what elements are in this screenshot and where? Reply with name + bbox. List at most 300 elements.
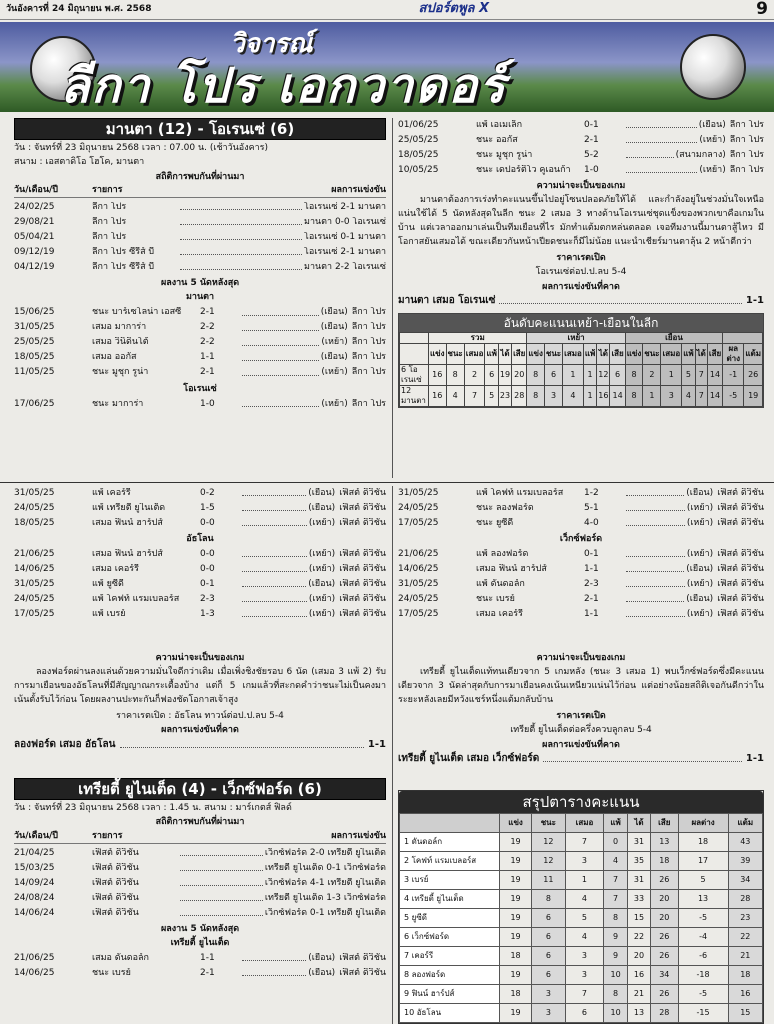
h2h-competition: ลีกา โปร xyxy=(92,216,127,227)
form-entry xyxy=(476,503,764,514)
prediction-text: มานตา เสมอ โอเรนเซ่ xyxy=(398,294,496,306)
carry-team-form xyxy=(14,547,386,622)
form-entry xyxy=(476,120,764,131)
h2h-competition: ลีกา โปร ซีรีส์ บี xyxy=(92,261,155,272)
dot-leader xyxy=(180,232,302,240)
dot-leader xyxy=(242,399,319,407)
standings-cell: 6 xyxy=(532,966,566,985)
banner-title: ลีกา โปร เอกวาดอร์ xyxy=(60,58,507,112)
form-venue: (เหย้า) xyxy=(321,337,348,348)
standings-col: ได้ xyxy=(627,814,650,833)
homeaway-cell: -1 xyxy=(723,365,744,386)
dot-leader xyxy=(242,488,306,496)
form-score: 2-1 xyxy=(584,134,599,145)
dot-leader xyxy=(242,337,319,345)
standings-cell: -4 xyxy=(678,928,728,947)
carry-prediction xyxy=(14,739,386,752)
homeaway-col: แข่ง xyxy=(527,344,545,365)
form-entry xyxy=(476,564,764,575)
form-row xyxy=(14,577,386,592)
form-venue: (เหย้า) xyxy=(308,517,336,528)
form-venue: (เยือน) xyxy=(308,502,336,513)
standings-cell: 6 xyxy=(532,909,566,928)
form-date: 24/05/25 xyxy=(14,594,55,605)
h2h-col-date: วัน/เดือน/ปี xyxy=(14,184,58,195)
homeaway-extra-corner xyxy=(723,333,763,344)
form-competition: เฟิสต์ ดิวิชั่น xyxy=(339,517,386,528)
form-opponent: เสมอ ออกัส xyxy=(92,352,137,363)
homeaway-team: 12 มานตา xyxy=(400,386,429,407)
h2h-competition: ลีกา โปร xyxy=(92,201,127,212)
form-score: 0-0 xyxy=(200,549,215,560)
standings-cell: 13 xyxy=(651,833,679,852)
h2h-col-date: วัน/เดือน/ปี xyxy=(14,830,58,841)
carry-right-odds: เทรียตี้ ยูไนเต็ดต่อครึ่งควบลูกลบ 5-4 xyxy=(510,725,652,736)
h2h-entry xyxy=(92,893,386,904)
standings-cell: 0 xyxy=(604,833,628,852)
dot-leader xyxy=(626,488,684,496)
carry-pred-heading: ผลการแข่งขันที่คาด xyxy=(161,725,239,736)
form-competition: เฟิสต์ ดิวิชั่น xyxy=(339,594,386,605)
match1-odds-heading: ราคาเรตเปิด xyxy=(556,253,606,263)
form-opponent: แพ้ เทรียตี้ ยูไนเต็ด xyxy=(92,502,166,513)
dot-leader xyxy=(626,135,697,143)
form-entry xyxy=(92,503,386,514)
homeaway-cell: 6 xyxy=(485,365,498,386)
form-opponent: ชนะ ยูซีดี xyxy=(476,517,514,528)
form-opponent: แพ้ โคฟท์ แรมเบลอร์ส xyxy=(476,487,564,498)
form-score: 2-3 xyxy=(200,594,215,605)
form-venue: (เยือน) xyxy=(320,352,348,363)
standings-cell: 3 xyxy=(565,966,604,985)
standings-cell: 9 xyxy=(604,928,628,947)
h2h-col-result: ผลการแข่งขัน xyxy=(331,184,386,195)
h2h-row xyxy=(14,906,386,921)
prediction-score: 1-1 xyxy=(745,752,764,764)
form-date: 14/06/25 xyxy=(14,564,55,575)
form-date: 17/05/25 xyxy=(14,609,55,620)
dot-leader xyxy=(626,503,685,511)
form-date: 31/05/25 xyxy=(398,487,439,498)
homeaway-col: เสีย xyxy=(610,344,625,365)
standings-row xyxy=(400,1004,763,1023)
h2h-result: มานตา 0-0 โอเรนเซ่ xyxy=(304,216,386,227)
homeaway-col: เสมอ xyxy=(464,344,485,365)
standings-cell: 10 xyxy=(604,1004,628,1023)
form-row xyxy=(398,607,764,622)
form-date: 21/06/25 xyxy=(14,549,55,560)
standings-corner xyxy=(400,814,500,833)
form-entry xyxy=(476,165,764,176)
form-venue: (เยือน) xyxy=(308,579,336,590)
form-opponent: แพ้ ยูซีดี xyxy=(92,579,124,590)
brand-logo: สปอร์ตพูล X xyxy=(418,1,490,17)
homeaway-col: แพ้ xyxy=(682,344,695,365)
standings-cell: 5 xyxy=(565,909,604,928)
form-row xyxy=(398,486,764,501)
h2h-date: 21/04/25 xyxy=(14,847,55,858)
form-score: 1-1 xyxy=(584,609,599,620)
form-score: 0-0 xyxy=(200,517,215,528)
dot-leader xyxy=(242,609,307,617)
standings-cell: 16 xyxy=(728,985,762,1004)
masthead xyxy=(0,0,774,20)
h2h-result: เทรียตี้ ยูไนเต็ด 0-1 เว็กซ์ฟอร์ด xyxy=(264,862,386,873)
standings-cell: 10 xyxy=(604,966,628,985)
standings-cell: 3 xyxy=(532,1004,566,1023)
standings-cell: 11 xyxy=(532,871,566,890)
form-venue: (เหย้า) xyxy=(686,579,714,590)
form-competition: ลีกา โปร xyxy=(729,164,764,175)
form-row xyxy=(14,607,386,622)
homeaway-cell: 16 xyxy=(429,365,447,386)
section-separator xyxy=(0,482,774,483)
standings-cell: 13 xyxy=(627,1004,650,1023)
form-competition: เฟิสต์ ดิวิชั่น xyxy=(339,549,386,560)
homeaway-cell: 20 xyxy=(512,365,527,386)
h2h-col-comp: รายการ xyxy=(92,830,123,841)
h2h-row xyxy=(14,230,386,245)
standings-cell: 18 xyxy=(500,947,532,966)
match1-teamB-form-part2 xyxy=(398,118,764,178)
homeaway-title: อันดับคะแนนเหย้า-เยือนในลีก xyxy=(399,314,763,332)
form-entry xyxy=(476,609,764,620)
form-opponent: ชนะ เบรย์ xyxy=(476,594,515,605)
h2h-competition: เฟิสต์ ดิวิชั่น xyxy=(92,892,139,903)
form-date: 18/05/25 xyxy=(398,149,439,160)
standings-cell: 19 xyxy=(500,1004,532,1023)
form-venue: (เหย้า) xyxy=(308,594,336,605)
form-entry xyxy=(92,968,386,979)
match2-datetime: วัน : จันทร์ที่ 23 มิถุนายน 2568 เวลา : 1.45 น. สนาม : มาร์เกตส์ ฟิลด์ xyxy=(14,803,292,813)
form-entry xyxy=(92,564,386,575)
homeaway-corner xyxy=(400,333,429,344)
h2h-entry xyxy=(92,247,386,258)
standings-team: 5 ยูซีดี xyxy=(400,909,500,928)
match1-analysis: มานตาต้องการเร่งทำคะแนนขึ้นไปอยู่โซนปลอดภัยให้ได้ และกำลังอยู่ในช่วงมั่นใจเหนือแน่นใช้ได้ 5 นัดหลังสุดในลีก ชนะ 2 เสมอ 3 ทางด้านโอเรนเซ่ชุดแข็งของพวกเขาคือเกมในบ้าน แต่เวลาออกมาเล่นเป็นทีมเยือนที่ไร มักทำแต้มตกหล่นตลอด เจอทีมงานนี้มานตาสู้ไหว มีโอกาสยันเสมอได้ ขณะเดียวกันหน้าเปียดชนะก็มีไม่น้อย แนะนำเชียร์มานตาลุ้น 2 หน้าตีกว่า xyxy=(398,195,764,248)
dot-leader xyxy=(626,150,674,158)
match1-teamB-name: โอเรนเซ่ xyxy=(183,383,217,394)
form-opponent: ชนะ บาร์เซโลน่า เอสซี xyxy=(92,307,182,318)
form-venue: (เหย้า) xyxy=(699,164,726,175)
standings-cell: 18 xyxy=(500,985,532,1004)
standings-cell: -5 xyxy=(678,985,728,1004)
form-date: 24/05/25 xyxy=(398,594,439,605)
dot-leader xyxy=(180,848,263,856)
standings-cell: 4 xyxy=(565,890,604,909)
h2h-entry xyxy=(92,217,386,228)
standings-cell: 16 xyxy=(627,966,650,985)
form-competition: เฟิสต์ ดิวิชั่น xyxy=(339,579,386,590)
column-divider xyxy=(392,486,393,1024)
form-row xyxy=(398,516,764,531)
homeaway-cell: 2 xyxy=(643,365,661,386)
form-opponent: เสมอ มาการ่า xyxy=(92,322,147,333)
form-competition: เฟิสต์ ดิวิชั่น xyxy=(717,517,764,528)
standings-team: 8 ลองฟอร์ด xyxy=(400,966,500,985)
homeaway-cell: 14 xyxy=(707,365,722,386)
form-score: 0-1 xyxy=(584,119,599,130)
standings-cell: 6 xyxy=(532,928,566,947)
form-date: 21/06/25 xyxy=(398,549,439,560)
form-venue: (เหย้า) xyxy=(686,502,714,513)
homeaway-cell: 8 xyxy=(446,365,464,386)
carry-right-prediction xyxy=(398,753,764,766)
standings-cell: 6 xyxy=(532,947,566,966)
match2-h2h-list xyxy=(14,846,386,921)
standings-cell: -5 xyxy=(678,909,728,928)
homeaway-row xyxy=(400,365,763,386)
match2-teamA-form xyxy=(14,951,386,981)
h2h-row xyxy=(14,891,386,906)
homeaway-cell: 4 xyxy=(682,386,695,407)
standings-row xyxy=(400,871,763,890)
form-competition: เฟิสต์ ดิวิชั่น xyxy=(339,953,386,964)
standings-row xyxy=(400,852,763,871)
form-date: 18/05/25 xyxy=(14,352,55,363)
form-row xyxy=(14,562,386,577)
standings-cell: 19 xyxy=(500,833,532,852)
form-entry xyxy=(476,549,764,560)
form-entry xyxy=(92,953,386,964)
standings-header-row xyxy=(400,814,763,833)
homeaway-cell: 7 xyxy=(464,386,485,407)
homeaway-cell: 28 xyxy=(512,386,527,407)
standings-cell: 7 xyxy=(604,871,628,890)
carry-odds: ราคาเรตเปิด : อัธโลน ทาวน์ต่อป.ป.ลบ 5-4 xyxy=(116,711,284,722)
standings-cell: 1 xyxy=(565,871,604,890)
form-competition: ลีกา โปร xyxy=(729,119,764,130)
dot-leader xyxy=(180,908,263,916)
form-venue: (เหย้า) xyxy=(308,549,336,560)
form-opponent: เสมอ วินิดินโต้ xyxy=(92,337,149,348)
carry-right-odds-heading: ราคาเรตเปิด xyxy=(556,711,606,722)
form-entry xyxy=(92,307,386,318)
form-opponent: ชนะ เบรย์ xyxy=(92,968,131,979)
form-date: 31/05/25 xyxy=(14,322,55,333)
form-date: 25/05/25 xyxy=(398,134,439,145)
homeaway-cell: 5 xyxy=(485,386,498,407)
homeaway-col-row xyxy=(400,344,763,365)
form-opponent: เสมอ เคอร์รี xyxy=(92,564,139,575)
carry-right-analysis: เทรียตี้ ยูไนเต็ดแท้ทนเดียวจาก 5 เกมหลัง (ชนะ 3 เสมอ 1) พบเว็กซ์ฟอร์ดซึ่งมีคะแนนเดียวจาก 3 นัดล่าสุดกับการมาเยือนคงเน้นเหนียวแน่นไว้ก่อน แต่อย่างน้อยสถิติเจอกันดีกว่าในระยะหลังเลยมีหวังแชร์หนึ่งแต้มกลับบ้าน xyxy=(398,667,764,706)
standings-team: 1 ดันดอล์ก xyxy=(400,833,500,852)
form-score: 2-1 xyxy=(200,367,215,378)
standings-cell: 22 xyxy=(728,928,762,947)
form-venue: (สนามกลาง) xyxy=(675,149,726,160)
dot-leader xyxy=(180,247,302,255)
form-opponent: แพ้ เคอร์รี xyxy=(92,487,131,498)
form-opponent: ชนะ มูชุก รูน่า xyxy=(92,367,149,378)
homeaway-cell: 2 xyxy=(464,365,485,386)
form-venue: (เยือน) xyxy=(698,119,726,130)
homeaway-cell: 1 xyxy=(661,365,682,386)
form-date: 31/05/25 xyxy=(14,579,55,590)
form-competition: ลีกา โปร xyxy=(351,337,386,348)
standings-cell: 19 xyxy=(500,852,532,871)
h2h-row xyxy=(14,260,386,275)
homeaway-cell: 5 xyxy=(682,365,695,386)
standings-cell: 9 xyxy=(604,947,628,966)
dot-leader xyxy=(180,893,263,901)
form-opponent: แพ้ เบรย์ xyxy=(92,609,126,620)
h2h-date: 04/12/19 xyxy=(14,261,55,272)
standings-cell: 7 xyxy=(565,985,604,1004)
carry-analysis: ลองฟอร์ดผ่านลงแล่นด้วยความมั่นใจดีกว่าเดิม เมื่อเพิ่งชิงชัยรอบ 6 นัด (เสมอ 3 แพ้ 2) รับการมาเยือนของอัธโลนที่มีสัญญาณกระเตื้องบ้าง แต่ก็ 5 เกมแล้วที่สะกดคำว่าชนะไม่เป็นคงมาเน้นตั้งรับไว้ก่อน โดยผลงานปะทะกันก็ฟองชัดโอกาสเจ้าสูง xyxy=(14,667,386,706)
h2h-row xyxy=(14,245,386,260)
match1-left-column xyxy=(14,118,386,412)
prediction-score: 1-1 xyxy=(367,738,386,750)
dot-leader xyxy=(180,878,263,886)
form-row xyxy=(14,397,386,412)
homeaway-cell: 1 xyxy=(583,365,596,386)
form-entry xyxy=(92,488,386,499)
form-opponent: แพ้ ดันดอล์ก xyxy=(476,579,525,590)
form-row xyxy=(398,148,764,163)
standings-cell: 15 xyxy=(728,1004,762,1023)
form-score: 2-3 xyxy=(584,579,599,590)
standings-row xyxy=(400,909,763,928)
homeaway-col: เสีย xyxy=(512,344,527,365)
standings-cell: 31 xyxy=(627,871,650,890)
prediction-text: เทรียตี้ ยูไนเต็ด เสมอ เว็กซ์ฟอร์ด xyxy=(398,752,540,764)
homeaway-cell: 1 xyxy=(643,386,661,407)
form-opponent: ชนะ ออกัส xyxy=(476,134,518,145)
h2h-entry xyxy=(92,262,386,273)
dot-leader xyxy=(242,549,307,557)
standings-cell: 20 xyxy=(627,947,650,966)
h2h-date: 05/04/21 xyxy=(14,231,55,242)
form-opponent: แพ้ เอเมเล็ก xyxy=(476,119,523,130)
carry-right-column xyxy=(398,486,764,622)
standings-team: 9 ฟินน์ ฮาร์ปส์ xyxy=(400,985,500,1004)
form-competition: เฟิสต์ ดิวิชั่น xyxy=(339,487,386,498)
homeaway-corner xyxy=(400,344,429,365)
form-competition: เฟิสต์ ดิวิชั่น xyxy=(717,487,764,498)
form-entry xyxy=(92,322,386,333)
standings-team: 6 เว็กซ์ฟอร์ด xyxy=(400,928,500,947)
form-row xyxy=(14,516,386,531)
standings-cell: 43 xyxy=(728,833,762,852)
standings-team: 10 อัธโลน xyxy=(400,1004,500,1023)
form-date: 14/06/25 xyxy=(14,968,55,979)
carry-analysis-block xyxy=(14,650,386,751)
form-score: 2-1 xyxy=(200,968,215,979)
h2h-date: 14/09/24 xyxy=(14,877,55,888)
match1-pred-heading: ผลการแข่งขันที่คาด xyxy=(542,281,620,292)
dot-leader xyxy=(626,594,684,602)
form-score: 5-2 xyxy=(584,149,599,160)
homeaway-col: ได้ xyxy=(597,344,610,365)
homeaway-cell: 12 xyxy=(597,365,610,386)
homeaway-group-row xyxy=(400,333,763,344)
form-row xyxy=(14,321,386,336)
form-row xyxy=(14,336,386,351)
form-date: 31/05/25 xyxy=(398,579,439,590)
form-entry xyxy=(92,579,386,590)
form-entry xyxy=(92,352,386,363)
form-row xyxy=(398,577,764,592)
h2h-result: โอเรนเซ่ 2-1 มานตา xyxy=(304,201,386,212)
dot-leader xyxy=(242,594,307,602)
h2h-entry xyxy=(92,202,386,213)
h2h-row xyxy=(14,200,386,215)
homeaway-group: เยือน xyxy=(625,333,722,344)
form-venue: (เยือน) xyxy=(686,564,714,575)
form-date: 24/05/25 xyxy=(398,502,439,513)
match1-teamA-form xyxy=(14,306,386,381)
h2h-date: 15/03/25 xyxy=(14,862,55,873)
form-opponent: ชนะ เดปอร์ติโว คูเอนก้า xyxy=(476,164,571,175)
carry-right-form-list xyxy=(398,486,764,531)
dot-leader xyxy=(180,202,302,210)
form-venue: (เหย้า) xyxy=(686,549,714,560)
form-row xyxy=(14,351,386,366)
form-competition: ลีกา โปร xyxy=(351,322,386,333)
form-row xyxy=(14,547,386,562)
standings-cell: 34 xyxy=(728,871,762,890)
standings-title: สรุปตารางคะแนน xyxy=(399,791,763,813)
dot-leader xyxy=(626,165,697,173)
standings-cell: 26 xyxy=(651,985,679,1004)
standings-cell: 4 xyxy=(565,928,604,947)
match1-title: มานตา (12) - โอเรนเซ่ (6) xyxy=(14,118,386,140)
form-score: 1-3 xyxy=(200,609,215,620)
form-opponent: เสมอ ฟินน์ ฮาร์ปส์ xyxy=(92,549,163,560)
standings-row xyxy=(400,947,763,966)
form-date: 11/05/25 xyxy=(14,367,55,378)
homeaway-cell: 7 xyxy=(695,386,707,407)
standings-cell: 4 xyxy=(604,852,628,871)
standings-row xyxy=(400,928,763,947)
standings-cell: 35 xyxy=(627,852,650,871)
dot-leader xyxy=(242,322,319,330)
dot-leader xyxy=(242,953,306,961)
standings-cell: 7 xyxy=(604,890,628,909)
homeaway-col: เสีย xyxy=(707,344,722,365)
dot-leader xyxy=(242,307,319,315)
homeaway-row xyxy=(400,386,763,407)
match1-h2h-list xyxy=(14,200,386,275)
standings-cell: 23 xyxy=(728,909,762,928)
standings-cell: 15 xyxy=(627,909,650,928)
dot-leader xyxy=(242,352,319,360)
standings-cell: 33 xyxy=(627,890,650,909)
match2-h2h-heading: สถิติการพบกันที่ผ่านมา xyxy=(155,817,245,828)
form-row xyxy=(398,133,764,148)
standings-cell: 17 xyxy=(678,852,728,871)
standings-cell: 26 xyxy=(651,928,679,947)
form-entry xyxy=(476,594,764,605)
standings-team: 4 เทรียตี้ ยูไนเต็ด xyxy=(400,890,500,909)
form-opponent: เสมอ เคอร์รี xyxy=(476,609,523,620)
dot-leader xyxy=(626,549,685,557)
form-competition: ลีกา โปร xyxy=(351,398,386,409)
form-row xyxy=(398,562,764,577)
form-competition: เฟิสต์ ดิวิชั่น xyxy=(717,549,764,560)
carry-right-team-name: เว็กซ์ฟอร์ด xyxy=(559,534,603,544)
homeaway-table xyxy=(398,313,764,408)
form-score: 1-1 xyxy=(584,564,599,575)
form-date: 17/06/25 xyxy=(14,398,55,409)
dot-leader xyxy=(242,579,306,587)
standings-col: ชนะ xyxy=(532,814,566,833)
standings-cell: 18 xyxy=(678,833,728,852)
form-entry xyxy=(92,549,386,560)
form-competition: เฟิสต์ ดิวิชั่น xyxy=(339,968,386,979)
homeaway-col: แต้ม xyxy=(744,344,763,365)
homeaway-cell: 1 xyxy=(563,365,584,386)
